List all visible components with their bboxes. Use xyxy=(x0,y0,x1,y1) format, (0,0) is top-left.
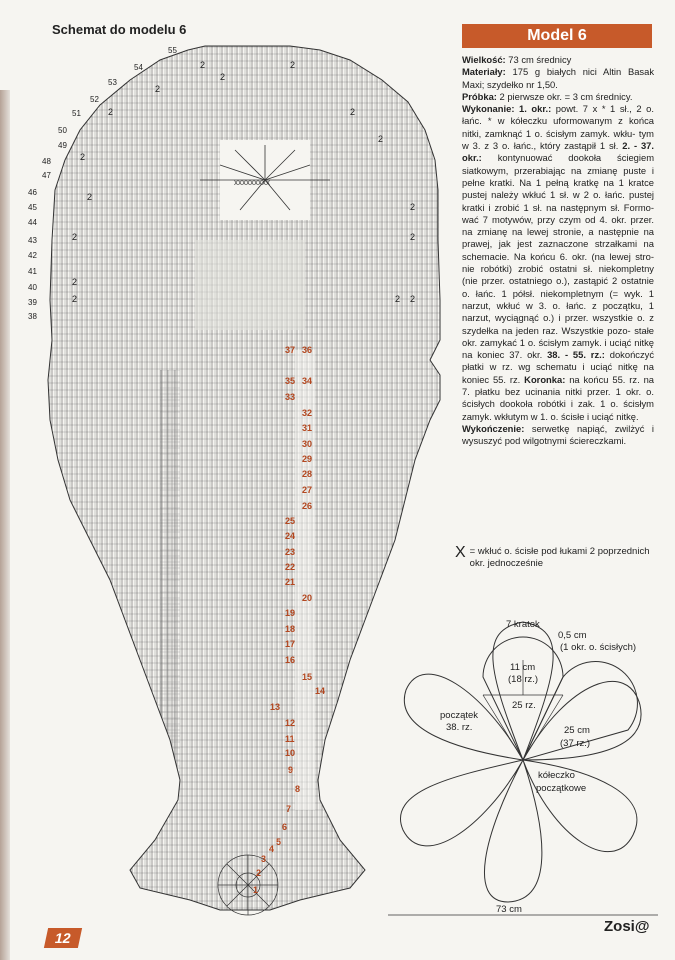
row-number: 25 xyxy=(285,516,296,526)
row-label: 48 xyxy=(42,157,51,166)
row-number: 8 xyxy=(295,784,301,794)
label-38rz: 38. rz. xyxy=(446,722,473,733)
row-label: 44 xyxy=(28,218,37,227)
x-stitch-icon: X xyxy=(455,544,466,561)
row-number: 36 xyxy=(302,345,313,355)
row-number: 23 xyxy=(285,547,296,557)
svg-text:2: 2 xyxy=(87,192,93,202)
row-number: 24 xyxy=(285,531,296,541)
row-number: 28 xyxy=(302,469,313,479)
binding-shadow xyxy=(0,90,10,960)
sample-label: Próbka: xyxy=(462,90,497,102)
row-number: 13 xyxy=(270,702,281,712)
row-number: 29 xyxy=(302,454,313,464)
row-number: 33 xyxy=(285,392,296,402)
row-label: 51 xyxy=(72,109,81,118)
svg-text:2: 2 xyxy=(108,107,114,117)
rounds-2-37-text: kontynuować dookoła ściegiem siatkowym, przerabiając na zmianę puste i pełne kratki. Na 1 pełną kratkę na 1 kratce pustej należy wkłuć 1 sł. w 2 o. łańc. pustej kratki i zrobić 1 sł. na następnym sł. Formo- wać 7 motywów, przy czym od 4. okr. przer. na zmianę na lewej stronie, a następnie na prawej, jak jest zaznaczone strzałkami na schemacie. Na końcu 6. okr. (na lewej stro- nie robótki) zrobić ostatni sł. niekompletny (nie przer. ostatniego o.), zastąpić 2 ostatnie o. łańc. 1 półsł. niekompletnym (= wyk. 1 narzut, wkłuć w 3. o. łańc. z początku, 1 narzut, wyciągnąć o.) i przer. wszystkie o. z szydełka na jeden raz. Wszystkie pozo- stałe okr. zamykać 1 o. ścisłym zamyk. i uciąć nitkę na koniec 37. okr. xyxy=(462,152,655,361)
label-7-kratek: 7 kratek xyxy=(506,619,540,630)
svg-text:2: 2 xyxy=(290,60,296,70)
work-text: powt. 7 x * 1 sł., 2 o. łańc. * w kółeczku uformowanym z końca nitki, zamknąć 1 o. ścisłym zamyk. wkłu- tym w 3. z 3 o. łańc., który zastąpił 1 sł. xyxy=(462,103,654,152)
row-number: 1 xyxy=(253,885,259,895)
svg-text:2: 2 xyxy=(72,294,78,304)
instructions-text xyxy=(462,54,654,448)
row-label: 55 xyxy=(168,46,177,55)
rounds-2-37-label: 2. - 37. okr.: xyxy=(462,140,654,164)
finishing-text: serwetkę napiąć, zwilżyć i wysuszyć pod wilgotnymi ściereczkami. xyxy=(462,422,655,447)
row-label: 53 xyxy=(108,78,117,87)
row-number: 21 xyxy=(285,577,296,587)
label-25cm: 25 cm xyxy=(564,725,590,736)
svg-text:2: 2 xyxy=(350,107,356,117)
label-73cm: 73 cm xyxy=(496,904,522,915)
row-number: 14 xyxy=(315,686,326,696)
page-number: 12 xyxy=(44,928,82,948)
row-number: 19 xyxy=(285,608,296,618)
row-label: 43 xyxy=(28,236,37,245)
row-number: 30 xyxy=(302,439,313,449)
row-number: 12 xyxy=(285,718,296,728)
row-number: 27 xyxy=(302,485,313,495)
label-37rz: (37 rz.) xyxy=(560,738,591,749)
svg-text:2: 2 xyxy=(395,294,401,304)
row-number: 2 xyxy=(256,868,262,878)
svg-text:2: 2 xyxy=(220,72,226,82)
row-number: 7 xyxy=(286,804,292,814)
sample-text: 2 pierwsze okr. = 3 cm średnicy. xyxy=(499,90,633,102)
row-number: 4 xyxy=(269,844,275,854)
row-label: 54 xyxy=(134,63,143,72)
svg-text:2: 2 xyxy=(200,60,206,70)
row-label: 47 xyxy=(42,171,51,180)
row-number: 11 xyxy=(285,734,295,744)
signature: Zosi@ xyxy=(604,918,650,935)
svg-text:2: 2 xyxy=(72,232,78,242)
label-18rz: (18 rz.) xyxy=(508,674,539,685)
row-number: 5 xyxy=(276,837,282,847)
svg-text:2: 2 xyxy=(410,202,416,212)
symbol-legend xyxy=(455,546,655,570)
starting-ring xyxy=(218,855,278,915)
row-number: 31 xyxy=(302,423,313,433)
label-poczatkowe: początkowe xyxy=(536,783,587,794)
row-number: 18 xyxy=(285,624,296,634)
label-11cm: 11 cm xyxy=(510,662,536,673)
rounds-38-55-text: dokończyć płatki w rz. wg schematu i uciąć nitkę na koniec 55. rz. xyxy=(462,349,655,385)
finishing-label: Wykończenie: xyxy=(462,422,525,434)
row-label: 42 xyxy=(28,251,37,260)
size-label: Wielkość: xyxy=(462,54,506,65)
label-05cm: 0,5 cm xyxy=(558,630,587,641)
row-number: 10 xyxy=(285,748,296,758)
row-number: 26 xyxy=(302,501,313,511)
border-label: Koronka: xyxy=(524,373,566,385)
row-number: 20 xyxy=(302,593,313,603)
row-number: 3 xyxy=(261,854,267,864)
label-05cm-sub: (1 okr. o. ścisłych) xyxy=(560,642,637,653)
row-number: 6 xyxy=(282,822,288,832)
row-label: 39 xyxy=(28,298,37,307)
work-label: Wykonanie: 1. okr.: xyxy=(462,103,552,115)
row-label: 46 xyxy=(28,188,37,197)
row-label: 49 xyxy=(58,141,67,150)
row-number: 32 xyxy=(302,408,313,418)
row-number: 16 xyxy=(285,655,296,665)
svg-text:2: 2 xyxy=(72,277,78,287)
materials-text: 175 g białych nici Altin Basak Maxi; szydełko nr 1,50. xyxy=(462,66,655,90)
label-poczatek: początek xyxy=(440,710,479,721)
row-label: 40 xyxy=(28,283,37,292)
row-number: 22 xyxy=(285,562,296,572)
svg-text:2: 2 xyxy=(155,84,161,94)
size-text: 73 cm średnicy xyxy=(508,54,572,65)
svg-text:2: 2 xyxy=(410,294,416,304)
svg-text:2: 2 xyxy=(378,134,384,144)
border-text: na końcu 55. rz. na 7. płatku bez ucinania nitki przer. 1 okr. o. ścisłych dookoła robótki i zak. 1 o. ścisłym zamyk. wkłutym w 1. o. ścisłe i uciąć nitkę. xyxy=(462,373,654,422)
label-25rz: 25 rz. xyxy=(512,700,536,711)
rounds-38-55-label: 38. - 55. rz.: xyxy=(547,349,605,361)
svg-text:2: 2 xyxy=(410,232,416,242)
row-number: 17 xyxy=(285,639,296,649)
legend-text: = wkłuć o. ścisłe pod łukami 2 poprzednich okr. jednocześnie xyxy=(469,546,650,569)
schema-title: Schemat do modelu 6 xyxy=(52,22,187,37)
row-number: 34 xyxy=(302,376,313,386)
row-label: 50 xyxy=(58,126,67,135)
svg-text:xxxxxxxxx: xxxxxxxxx xyxy=(234,178,270,187)
row-label: 41 xyxy=(28,267,37,276)
label-koleczko: kółeczko xyxy=(538,770,575,781)
model-title: Model 6 xyxy=(462,24,652,48)
materials-label: Materiały: xyxy=(462,66,506,78)
row-number: 15 xyxy=(302,672,313,682)
row-number: 35 xyxy=(285,376,296,386)
row-label: 52 xyxy=(90,95,99,104)
row-number: 9 xyxy=(288,765,294,775)
row-label: 38 xyxy=(28,312,37,321)
flower-size-diagram xyxy=(378,610,668,920)
row-number: 37 xyxy=(285,345,296,355)
svg-text:2: 2 xyxy=(80,152,86,162)
row-label: 45 xyxy=(28,203,37,212)
